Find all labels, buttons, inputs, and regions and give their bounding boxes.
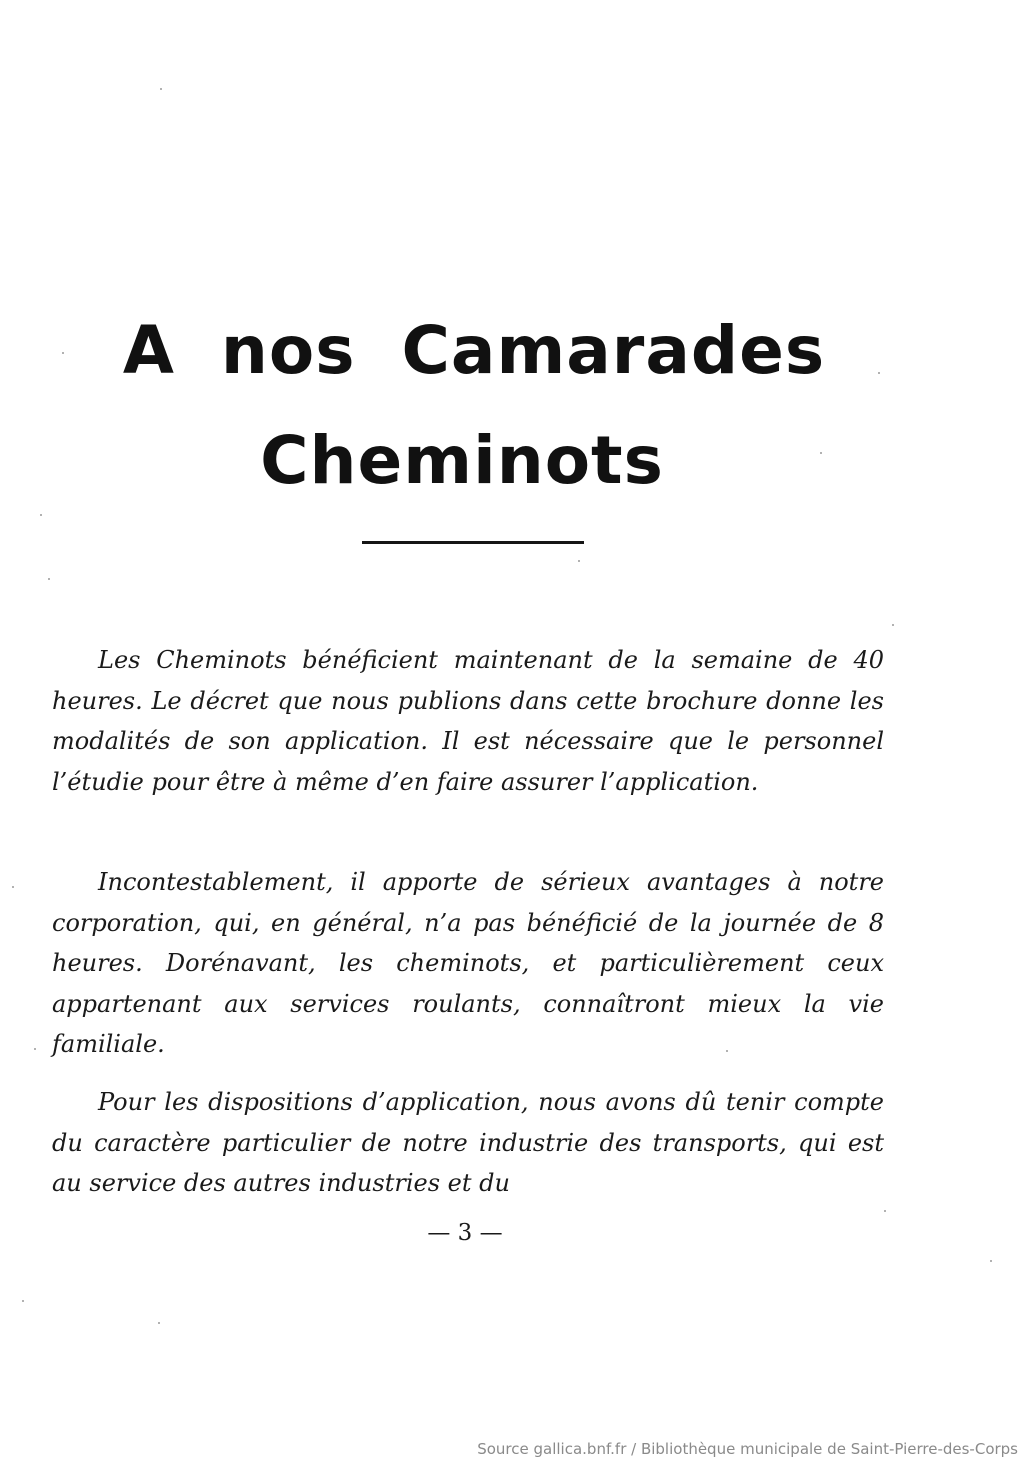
scan-speck bbox=[34, 1048, 36, 1050]
scan-speck bbox=[726, 1050, 728, 1052]
scan-speck bbox=[12, 886, 14, 888]
scan-speck bbox=[878, 372, 880, 374]
body-paragraph-1: Les Cheminots bénéficient maintenant de la semaine de 40 heures. Le décret que nous publions dans cette brochure donne les modalités de son application. Il est nécessaire que le personnel l’étudie pour être à même d’en faire assurer l’application. bbox=[52, 646, 884, 796]
title-divider bbox=[362, 541, 584, 544]
page-title-line-1: A nos Camarades bbox=[122, 312, 826, 389]
scan-speck bbox=[820, 452, 822, 454]
scan-speck bbox=[892, 624, 894, 626]
scan-speck bbox=[160, 88, 162, 90]
scan-speck bbox=[62, 352, 64, 354]
scan-speck bbox=[884, 1210, 886, 1212]
scan-speck bbox=[158, 1322, 160, 1324]
scan-speck bbox=[48, 578, 50, 580]
scan-speck bbox=[990, 1260, 992, 1262]
body-paragraph-3: Pour les dispositions d’application, nous avons dû tenir compte du caractère particulier de notre industrie des transports, qui est au service des autres industries et du bbox=[52, 1088, 884, 1197]
body-paragraph-2: Incontestablement, il apporte de sérieux avantages à notre corporation, qui, en général, n’a pas bénéficié de la journée de 8 heures. Dorénavant, les cheminots, et particulièrement ceux appartenant aux services roulants, connaîtront mieux la vie familiale. bbox=[52, 868, 884, 1058]
scan-speck bbox=[40, 514, 42, 516]
scan-speck bbox=[22, 1300, 24, 1302]
page-number: — 3 — bbox=[427, 1220, 503, 1246]
source-attribution: Source gallica.bnf.fr / Bibliothèque municipale de Saint-Pierre-des-Corps bbox=[477, 1440, 1018, 1458]
page-title-line-2: Cheminots bbox=[260, 422, 664, 499]
scan-speck bbox=[578, 560, 580, 562]
